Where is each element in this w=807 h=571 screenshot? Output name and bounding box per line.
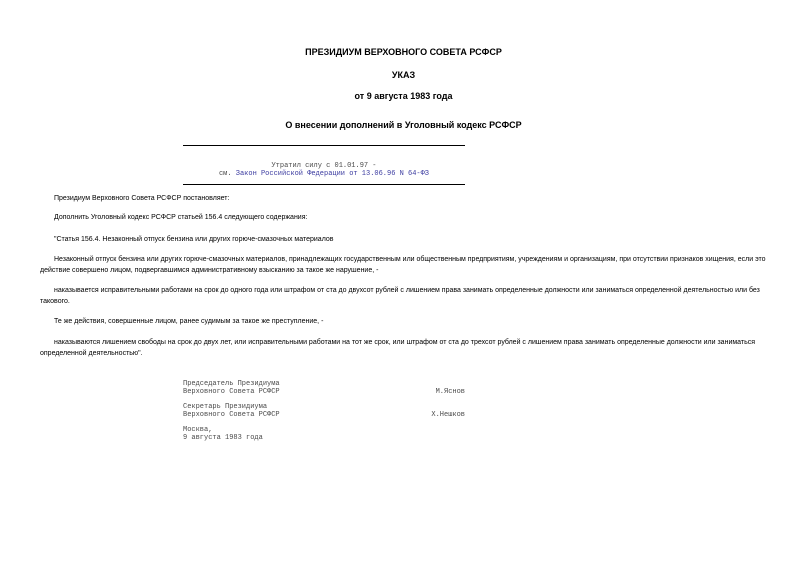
signing-date: 9 августа 1983 года — [183, 434, 263, 442]
paragraph-penalty-2: наказываются лишением свободы на срок до двух лет, или исправительными работами на тот же срок, или штрафом от ста до трехсот рублей с лишением права занимать определенные должности или заниматься определенной деятельностью". — [40, 339, 756, 357]
secretary-signature-block — [183, 403, 465, 419]
status-note — [183, 162, 465, 178]
status-note-reference — [183, 170, 465, 178]
secretary-title-body: Верховного Совета РСФСР — [183, 411, 280, 419]
top-divider — [183, 145, 465, 146]
issuing-body: ПРЕЗИДИУМ ВЕРХОВНОГО СОВЕТА РСФСР — [305, 47, 502, 57]
status-note-line: Утратил силу с 01.01.97 - — [271, 162, 377, 170]
paragraph-penalty-1: наказывается исправительными работами на срок до одного года или штрафом от ста до двухсот рублей с лишением права занимать определенные должности или заниматься определенной деятельностью или без такового. — [40, 287, 760, 305]
document-title: О внесении дополнений в Уголовный кодекс РСФСР — [285, 120, 522, 130]
chairman-title: Председатель Президиума — [183, 380, 280, 388]
paragraph-amendment: Дополнить Уголовный кодекс РСФСР статьей 156.4 следующего содержания: — [54, 214, 308, 221]
law-reference-link[interactable]: Закон Российской Федерации от 13.06.96 N 64-ФЗ — [235, 170, 430, 178]
paragraph-article-heading: "Статья 156.4. Незаконный отпуск бензина или других горюче-смазочных материалов — [54, 236, 334, 243]
secretary-name: Х.Нешков — [431, 411, 465, 419]
bottom-divider — [183, 184, 465, 185]
chairman-title-body: Верховного Совета РСФСР — [183, 388, 280, 396]
signing-place: Москва, — [183, 426, 213, 434]
paragraph-offense: Незаконный отпуск бензина или других горюче-смазочных материалов, принадлежащих государственным или общественным предприятиям, учреждениям и организациям, при отсутствии признаков хищения, если это действие совершено лицом, подвергавшимся административному взысканию за такое же нарушение, - — [40, 256, 766, 274]
secretary-title: Секретарь Президиума — [183, 403, 268, 411]
place-date-block — [183, 426, 465, 442]
status-note-prefix: см. — [218, 170, 232, 178]
chairman-name: М.Яснов — [435, 388, 465, 396]
document-date: от 9 августа 1983 года — [354, 91, 453, 101]
document-type: УКАЗ — [391, 70, 416, 80]
chairman-signature-block — [183, 380, 465, 396]
paragraph-preamble: Президиум Верховного Совета РСФСР постановляет: — [54, 195, 230, 202]
paragraph-repeat-offense: Те же действия, совершенные лицом, ранее судимым за такое же преступление, - — [54, 318, 324, 325]
